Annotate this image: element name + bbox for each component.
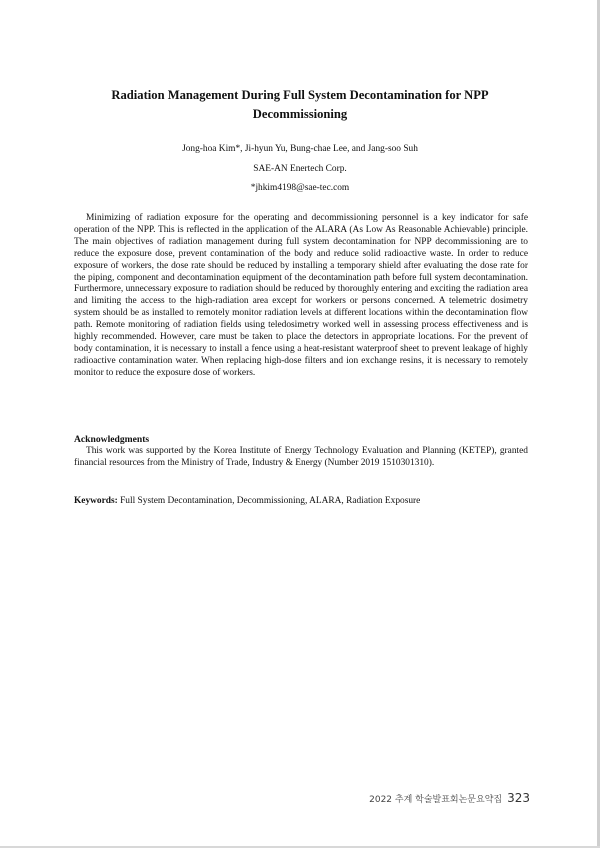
abstract-body: Minimizing of radiation exposure for the operating and decommissioning personnel is a key indicator for safe operation of the NPP. This is reflected in the application of the ALARA (As Low As Reasonable Achievable) principle. The main objectives of radiation management during full system decontamination for NPP decommissioning are to reduce the exposure dose, prevent contamination of the body and reduce solid radioactive waste. In order to reduce exposure of workers, the dose rate should be reduced by installing a temporary shield after evaluating the dose rate for the piping, component and decontamination equipment of the decontamination path before full system decontamination. Furthermore, unnecessary exposure to radiation should be reduced by thoroughly entering and exciting the radiation area and limiting the access to the high-radiation area except for workers or persons concerned. A telemetric dosimetry system should be as installed to remotely monitor radiation levels at different locations within the decontamination flow path. Remote monitoring of radiation fields using teledosimetry worked well in assessing process effectiveness and is highly recommended. However, care must be taken to place the detectors in appropriate locations. For the prevent of body contamination, it is necessary to install a fence using a heat-resistant waterproof sheet to prevent leakage of highly radioactive contamination water. When replacing high-dose filters and ion exchange resins, it is necessary to remotely monitor to reduce the exposure dose of workers. [74,213,528,378]
author-list: Jong-hoa Kim*, Ji-hyun Yu, Bung-chae Lee, and Jang-soo Suh [182,144,418,154]
acknowledgments-body: This work was supported by the Korea Institute of Energy Technology Evaluation and Planning (KETEP), granted financial resources from the Ministry of Trade, Industry & Energy (Number 2019 1510301310). [74,446,528,468]
paper-title: Radiation Management During Full System Decontamination for NPP Decommissioning [111,88,489,121]
proceedings-title: 2022 추계 학술발표회논문요약집 [369,795,503,805]
contact-email: *jhkim4198@sae-tec.com [250,183,350,193]
keywords-line [74,495,528,507]
acknowledgments-heading: Acknowledgments [74,434,150,445]
affiliation: SAE-AN Enertech Corp. [253,164,347,174]
page-number: 323 [507,791,530,805]
keywords-label: Keywords: [74,496,118,506]
page-footer [369,791,530,805]
keywords-list: Full System Decontamination, Decommissioning, ALARA, Radiation Exposure [117,496,421,506]
